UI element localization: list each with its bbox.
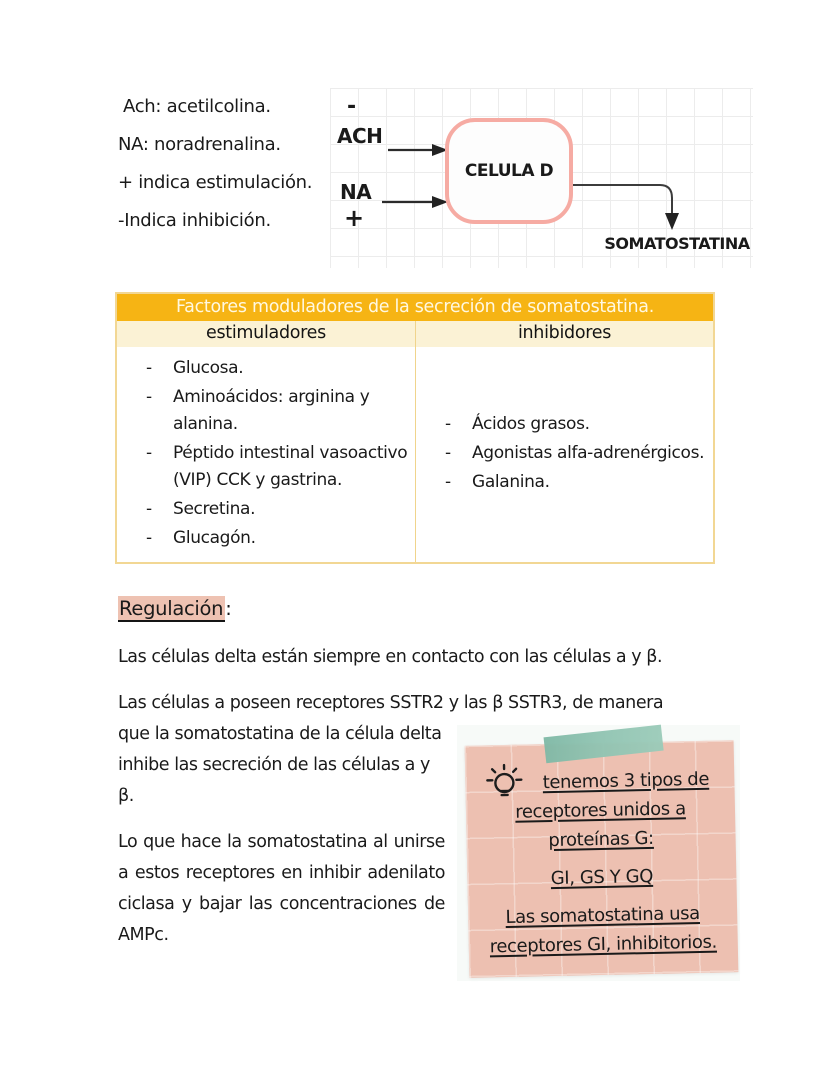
- stimulators-list: [117, 347, 415, 562]
- note-line: GI, GS Y GQ: [550, 865, 654, 890]
- inhibitors-list: [416, 403, 713, 506]
- table-title: Factores moduladores de la secreción de somatostatina.: [117, 294, 713, 321]
- paragraph-3: Lo que hace la somatostatina al unirse a estos receptores en inhibir adenilato ciclasa y bajar las concentraciones de AMPc.: [118, 832, 445, 945]
- cell-d-diagram: [330, 88, 753, 268]
- note-line: proteínas G:: [548, 827, 654, 852]
- legend-line: + indica estimulación.: [118, 172, 313, 193]
- legend-line: Ach: acetilcolina.: [123, 96, 271, 117]
- list-item: - Ácidos grasos.: [416, 411, 709, 438]
- section-heading: [118, 597, 231, 620]
- factors-table: [115, 292, 715, 564]
- cell-d-box: [445, 118, 573, 224]
- note-line: receptores unidos a: [515, 798, 686, 823]
- minus-sign-label: -: [347, 94, 356, 119]
- paragraph-2-rest: que la somatostatina de la célula delta inhibe las secreción de las células a y β.: [118, 724, 442, 806]
- list-item: - Glucosa.: [117, 355, 411, 382]
- na-label: NA: [340, 180, 372, 204]
- note-line: Las somatostatina usa: [505, 902, 701, 929]
- stimulators-cell: [117, 347, 415, 562]
- ach-label: ACH: [337, 124, 383, 148]
- lightbulb-icon: [481, 759, 528, 806]
- section-heading-highlight: Regulación: [119, 597, 224, 620]
- sticky-note-paper: [465, 740, 739, 978]
- list-item: - Agonistas alfa-adrenérgicos.: [416, 440, 709, 467]
- note-line: receptores GI, inhibitorios.: [489, 931, 718, 958]
- legend-line: -Indica inhibición.: [118, 210, 271, 231]
- table-body-row: [117, 347, 713, 562]
- paragraph-1: Las células delta están siempre en contacto con las células a y β.: [118, 647, 663, 667]
- somatostatin-output-label: SOMATOSTATINA: [604, 234, 750, 253]
- note-line: tenemos 3 tipos de: [542, 768, 710, 794]
- list-item: - Secretina.: [117, 496, 411, 523]
- list-item: - Glucagón.: [117, 525, 411, 552]
- list-item: - Aminoácidos: arginina y alanina.: [117, 384, 411, 438]
- body-text: [118, 642, 740, 987]
- section-heading-colon: :: [225, 597, 232, 620]
- paragraph-2-line1: Las células a poseen receptores SSTR2 y las β SSTR3, de manera: [118, 693, 664, 713]
- cell-d-box-label: CELULA D: [464, 161, 554, 181]
- list-item: - Galanina.: [416, 469, 709, 496]
- legend-line: NA: noradrenalina.: [118, 134, 281, 155]
- column-header-inhibitors: inhibidores: [415, 321, 713, 347]
- table-header-row: [117, 321, 713, 347]
- sticky-note: [457, 725, 740, 981]
- legend-list: [118, 96, 312, 248]
- somatostatin-arrowhead-icon: [665, 213, 679, 230]
- plus-sign-label: +: [344, 204, 364, 232]
- inhibitors-cell: [415, 347, 713, 562]
- column-header-stimulators: estimuladores: [206, 323, 326, 343]
- list-item: - Péptido intestinal vasoactivo (VIP) CCK y gastrina.: [117, 440, 411, 494]
